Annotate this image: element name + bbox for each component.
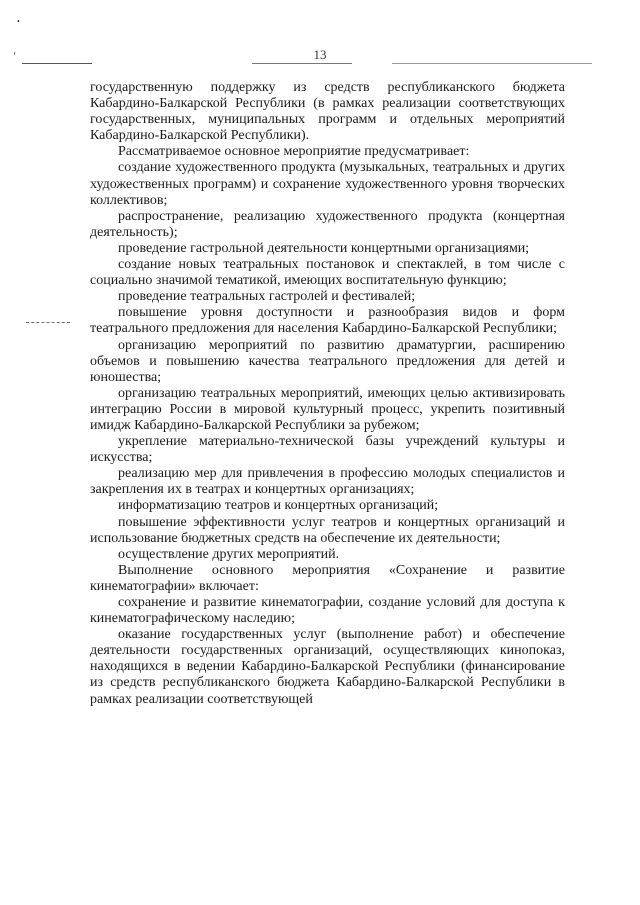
paragraph: укрепление материально-технической базы учреждений культуры и искусства; [90,434,565,466]
paragraph: организацию театральных мероприятий, имеющих целью активизировать интеграцию России в мировой культурный процесс, укрепить позитивный имидж Кабардино-Балкарской Республики за рубежом; [90,385,565,433]
paragraph: создание художественного продукта (музыкальных, театральных и других художественных программ) и сохранение художественного уровня творческих коллективов; [90,160,565,208]
header-rule-left [22,63,92,64]
paragraph: сохранение и развитие кинематографии, создание условий для доступа к кинематографическому наследию; [90,595,565,627]
paragraph: повышение эффективности услуг театров и концертных организаций и использование бюджетных средств на обеспечение их деятельности; [90,514,565,546]
margin-dashes [26,322,70,323]
paragraph: повышение уровня доступности и разнообразия видов и форм театрального предложения для населения Кабардино-Балкарской Республики; [90,305,565,337]
paragraph: распространение, реализацию художественного продукта (концертная деятельность); [90,208,565,240]
paragraph: Выполнение основного мероприятия «Сохранение и развитие кинематографии» включает: [90,562,565,594]
scan-mark-dot: • [17,17,20,26]
paragraph: информатизацию театров и концертных организаций; [118,498,439,514]
paragraph: проведение театральных гастролей и фестивалей; [118,289,416,305]
paragraph: оказание государственных услуг (выполнение работ) и обеспечение деятельности государственных организаций, осуществляющих кинопоказ, находящихся в ведении Кабардино-Балкарской Республики (финансирование из средств республиканского бюджета Кабардино-Балкарской Республики в рамках реализации соответствующей [90,627,565,707]
page-number: 13 [313,47,327,62]
paragraph: государственную поддержку из средств республиканского бюджета Кабардино-Балкарской Республики (в рамках реализации соответствующих государственных, муниципальных программ и отдельных мероприятий Кабардино-Балкарской Республики). [90,80,565,144]
header-rule-right [392,63,592,64]
paragraph: создание новых театральных постановок и спектаклей, в том числе с социально значимой тематикой, имеющих воспитательную функцию; [90,257,565,289]
paragraph: проведение гастрольной деятельности концертными организациями; [118,240,530,256]
header-rule-middle [252,63,352,64]
paragraph: осуществление других мероприятий. [118,546,340,562]
paragraph: организацию мероприятий по развитию драматургии, расширению объемов и повышению качества театрального предложения для детей и юношества; [90,337,565,385]
document-body [90,80,565,708]
scan-mark-left: ʻ [13,51,17,62]
paragraph: Рассматриваемое основное мероприятие предусматривает: [118,144,470,160]
paragraph: реализацию мер для привлечения в профессию молодых специалистов и закрепления их в театрах и концертных организациях; [90,466,565,498]
